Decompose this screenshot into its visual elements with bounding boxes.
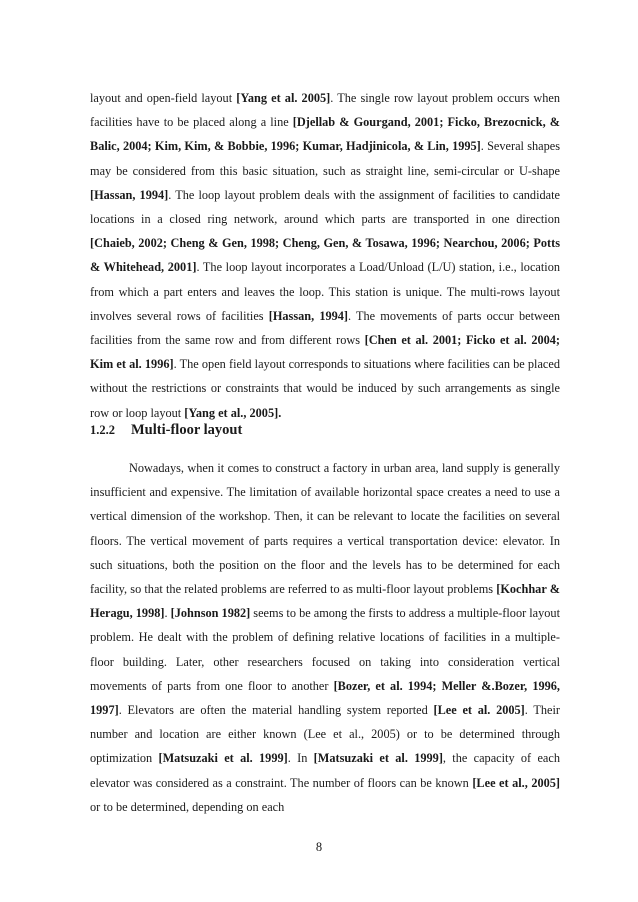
citation: [Yang et al., 2005].	[184, 405, 282, 420]
text-run: . The open field layout corresponds to situations where facilities can be placed without the restrictions or constraints that would be induced by such arrangements as single row or loop layout	[90, 357, 560, 420]
section-number: 1.2.2	[90, 423, 115, 437]
text-run: seems to be among the firsts to address a multiple-floor layout problem. He dealt with the problem of defining relative locations of facilities in a multiple-floor building. Later, other researchers focused on taking into consideration vertical movements of parts from one floor to another	[90, 606, 560, 693]
text-run: . Several shapes may be considered from this basic situation, such as straight line, semi-circular or U-shape	[90, 139, 560, 178]
section-heading	[90, 422, 242, 439]
citation: [Chaieb, 2002; Cheng & Gen, 1998; Cheng, Gen, & Tosawa, 1996; Nearchou, 2006; Potts & Whitehead, 2001]	[90, 236, 560, 275]
text-run: , the capacity of each elevator was considered as a constraint. The number of floors can be known	[90, 751, 560, 790]
text-run: .	[164, 606, 171, 621]
text-run: . In	[287, 751, 314, 766]
citation: [Johnson 1982]	[170, 606, 251, 621]
text-run: . The loop layout problem deals with the assignment of facilities to candidate locations in a closed ring network, around which parts are transported in one direction	[90, 187, 560, 227]
citation: [Yang et al. 2005]	[236, 91, 331, 105]
text-run: or to be determined, depending on each	[90, 799, 285, 814]
text-run: . The loop layout incorporates a Load/Unload (L/U) station, i.e., location from which a part enters and leaves the loop. This station is unique. The multi-rows layout involves several rows of facilities	[90, 260, 560, 323]
text-run: . The single row layout problem occurs when facilities have to be placed along a line	[90, 91, 561, 130]
citation: [Hassan, 1994]	[90, 187, 169, 202]
citation: [Kochhar & Heragu, 1998]	[90, 582, 560, 621]
text-run: . Elevators are often the material handling system reported	[118, 703, 434, 718]
paragraph-layout-types	[90, 86, 560, 425]
page-number: 8	[315, 840, 323, 854]
citation: [Bozer, et al. 1994; Meller &.Bozer, 1996, 1997]	[90, 678, 560, 718]
citation: [Hassan, 1994]	[268, 308, 349, 323]
citation: [Lee et al. 2005]	[433, 703, 525, 718]
text-run: layout and open-field layout	[90, 91, 237, 105]
text-run: . Their number and location are either known (Lee et al., 2005) or to be determined through optimization	[90, 703, 560, 766]
paragraph-multi-floor	[90, 456, 560, 819]
citation: [Djellab & Gourgand, 2001; Ficko, Brezocnick, & Balic, 2004; Kim, Kim, & Bobbie, 1996; Kumar, Hadjinicola, & Lin, 1995]	[90, 115, 560, 154]
citation: [Matsuzaki et al. 1999]	[313, 751, 443, 766]
citation: [Matsuzaki et al. 1999]	[158, 751, 288, 766]
text-run: Nowadays, when it comes to construct a factory in urban area, land supply is generally insufficient and expensive. The limitation of available horizontal space creates a need to use a vertical dimension of the workshop. Then, it can be relevant to locate the facilities on several floors. The vertical movement of parts requires a vertical transportation device: elevator. In such situations, both the position on the floor and the levels has to be determined for each facility, so that the related problems are referred to as multi-floor layout problems	[90, 461, 560, 597]
section-title: Multi-floor layout	[131, 422, 243, 438]
text-run: . The movements of parts occur between facilities from the same row and from different rows	[90, 308, 560, 348]
citation: [Chen et al. 2001; Ficko et al. 2004; Kim et al. 1996]	[90, 333, 561, 372]
citation: [Lee et al., 2005]	[472, 775, 561, 790]
